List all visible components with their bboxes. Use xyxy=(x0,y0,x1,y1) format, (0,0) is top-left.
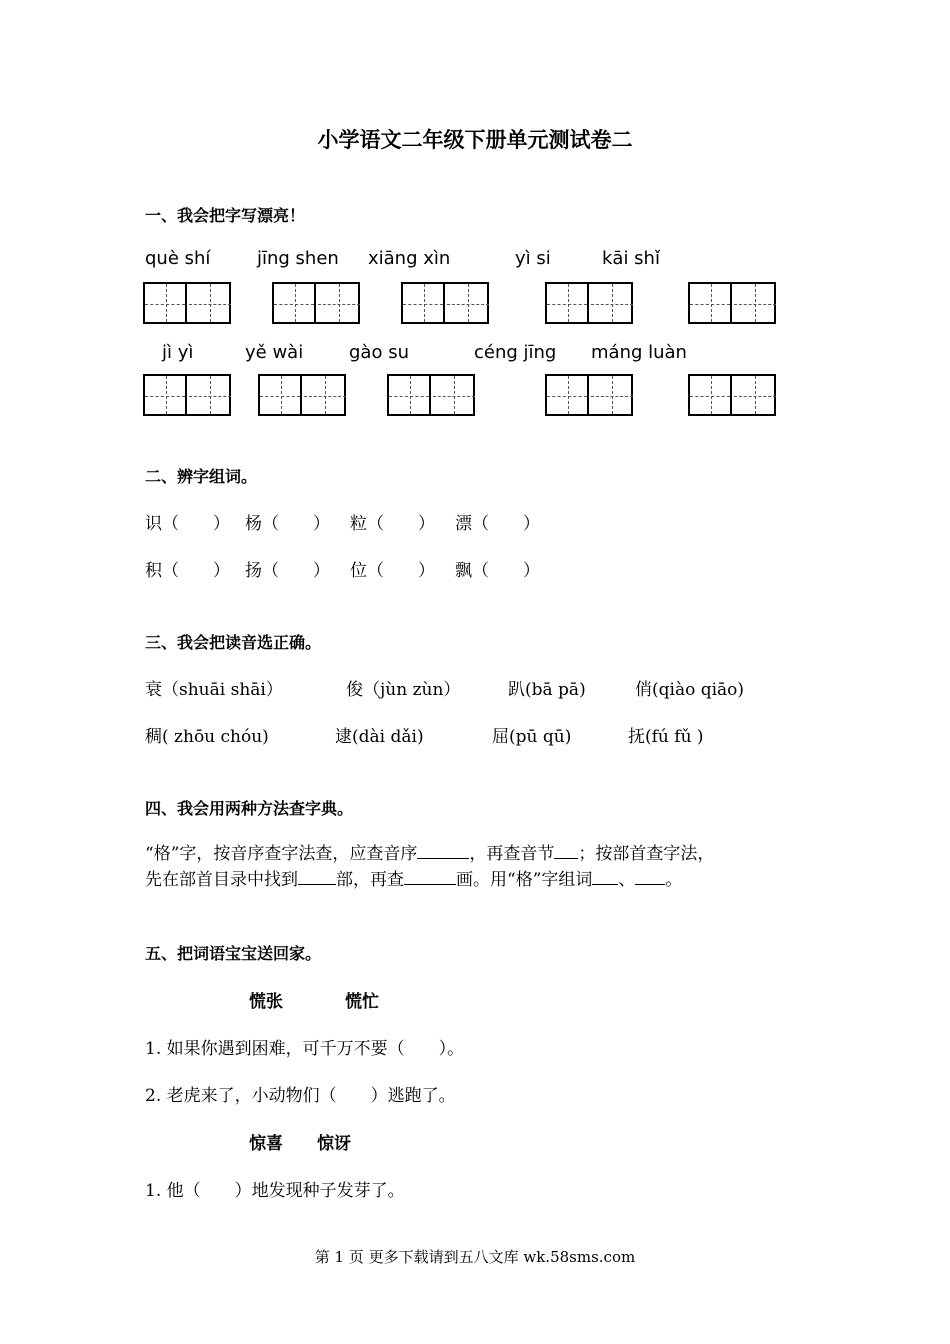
writing-grid[interactable] xyxy=(387,374,475,416)
reading-item: 趴(bā pā) xyxy=(508,680,586,700)
answer-blank[interactable] xyxy=(404,866,456,885)
sentence: 1. 如果你遇到困难，可千万不要（ ）。 xyxy=(145,1039,465,1059)
dictionary-line-2 xyxy=(145,866,682,894)
writing-grid[interactable] xyxy=(258,374,346,416)
pinyin-1-4: yì si xyxy=(515,248,551,269)
answer-blank[interactable] xyxy=(635,866,665,885)
text-part: 部，再查 xyxy=(336,870,404,890)
char-item: 识（ ） xyxy=(145,514,230,534)
writing-grid[interactable] xyxy=(688,374,776,416)
char-item: 飘（ ） xyxy=(455,561,540,581)
char-item: 扬（ ） xyxy=(245,561,330,581)
sentence: 2. 老虎来了，小动物们（ ）逃跑了。 xyxy=(145,1086,456,1106)
text-part: 先在部首目录中找到 xyxy=(145,870,298,890)
pinyin-1-5: kāi shǐ xyxy=(602,248,660,269)
writing-grid[interactable] xyxy=(143,282,231,324)
text-part: ，再查音节 xyxy=(469,844,555,864)
word-option: 惊讶 xyxy=(317,1134,351,1154)
reading-item: 屈(pū qū) xyxy=(492,727,572,747)
pinyin-2-3: gào su xyxy=(349,342,409,363)
char-item: 积（ ） xyxy=(145,561,230,581)
text-part: “格”字，按音序查字法查，应查音序 xyxy=(145,844,418,864)
sentence: 1. 他（ ）地发现种子发芽了。 xyxy=(145,1181,405,1201)
answer-blank[interactable] xyxy=(417,840,469,859)
word-option: 惊喜 xyxy=(249,1134,283,1154)
page-title: 小学语文二年级下册单元测试卷二 xyxy=(317,128,633,152)
writing-grid[interactable] xyxy=(143,374,231,416)
pinyin-2-4: céng jīng xyxy=(474,342,557,363)
writing-grid[interactable] xyxy=(272,282,360,324)
reading-item: 抚(fú fǔ ) xyxy=(628,727,704,747)
writing-grid[interactable] xyxy=(688,282,776,324)
pinyin-2-5: máng luàn xyxy=(591,342,687,363)
pinyin-1-2: jīng shen xyxy=(257,248,339,269)
answer-blank[interactable] xyxy=(554,840,578,859)
writing-grid[interactable] xyxy=(401,282,489,324)
section4-heading: 四、我会用两种方法查字典。 xyxy=(145,799,354,818)
pinyin-1-1: què shí xyxy=(145,248,211,269)
reading-item: 衰（shuāi shāi） xyxy=(145,680,283,700)
text-part: 画。用“格”字组词 xyxy=(456,870,593,890)
section1-heading: 一、我会把字写漂亮！ xyxy=(145,206,306,225)
pinyin-2-2: yě wài xyxy=(245,342,304,363)
word-option: 慌忙 xyxy=(345,992,379,1012)
text-part: 、 xyxy=(618,870,636,890)
answer-blank[interactable] xyxy=(298,866,336,885)
char-item: 粒（ ） xyxy=(350,514,435,534)
pinyin-1-3: xiāng xìn xyxy=(368,248,451,269)
reading-item: 俏(qiào qiāo) xyxy=(635,680,745,700)
reading-item: 逮(dài dǎi) xyxy=(335,727,424,747)
char-item: 位（ ） xyxy=(350,561,435,581)
section2-heading: 二、辨字组词。 xyxy=(145,467,258,486)
section3-heading: 三、我会把读音选正确。 xyxy=(145,633,322,652)
char-item: 杨（ ） xyxy=(245,514,330,534)
reading-item: 俊（jùn zùn） xyxy=(346,680,461,700)
writing-grid[interactable] xyxy=(545,282,633,324)
page-footer: 第 1 页 更多下载请到五八文库 wk.58sms.com xyxy=(314,1248,636,1266)
word-option: 慌张 xyxy=(249,992,283,1012)
answer-blank[interactable] xyxy=(592,866,618,885)
char-item: 漂（ ） xyxy=(455,514,540,534)
writing-grid[interactable] xyxy=(545,374,633,416)
text-part: 。 xyxy=(665,870,683,890)
dictionary-line-1 xyxy=(145,840,714,868)
section5-heading: 五、把词语宝宝送回家。 xyxy=(145,944,322,963)
pinyin-2-1: jì yì xyxy=(162,342,194,363)
text-part: ；按部首查字法， xyxy=(578,844,715,864)
reading-item: 稠( zhōu chóu) xyxy=(145,727,269,747)
